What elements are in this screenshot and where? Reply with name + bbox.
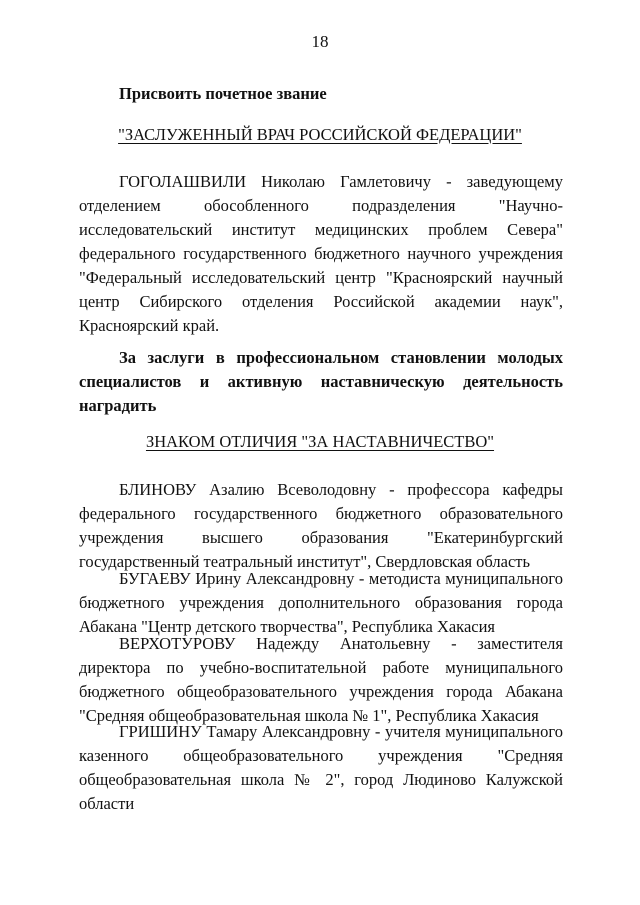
award-entry: БЛИНОВУ Азалию Всеволодовну - профессора кафедры федерального государственного бюджетного образовательного учреждения высшего образования "Екатеринбургский государственный театральный институт", Свердловская область — [79, 480, 563, 571]
award-entry: ГОГОЛАШВИЛИ Николаю Гамлетовичу - заведующему отделением обособленного подразделения "Научно-исследовательский институт медицинских проблем Севера" федерального государственного бюджетного научного учреждения "Федеральный исследовательский центр "Красноярский научный центр Сибирского отделения Российской академии наук", Красноярский край. — [79, 172, 563, 335]
page-number: 18 — [311, 32, 329, 51]
honorary-title: "ЗАСЛУЖЕННЫЙ ВРАЧ РОССИЙСКОЙ ФЕДЕРАЦИИ" — [118, 125, 522, 144]
award-entry: ВЕРХОТУРОВУ Надежду Анатольевну - заместителя директора по учебно-воспитательной работе муниципального бюджетного общеобразовательного учреждения города Абакана "Средняя общеобразовательная школа № 1", Республика Хакасия — [79, 634, 563, 725]
badge-title: ЗНАКОМ ОТЛИЧИЯ "ЗА НАСТАВНИЧЕСТВО" — [145, 432, 495, 451]
merit-intro: За заслуги в профессиональном становлении молодых специалистов и активную наставническую деятельность наградить — [79, 348, 563, 415]
award-entry: БУГАЕВУ Ирину Александровну - методиста муниципального бюджетного учреждения дополнительного образования города Абакана "Центр детского творчества", Республика Хакасия — [79, 569, 563, 636]
award-entry: ГРИШИНУ Тамару Александровну - учителя муниципального казенного общеобразовательного учреждения "Средняя общеобразовательная школа № 2", город Людиново Калужской области — [79, 722, 563, 813]
award-heading: Присвоить почетное звание — [119, 84, 327, 103]
